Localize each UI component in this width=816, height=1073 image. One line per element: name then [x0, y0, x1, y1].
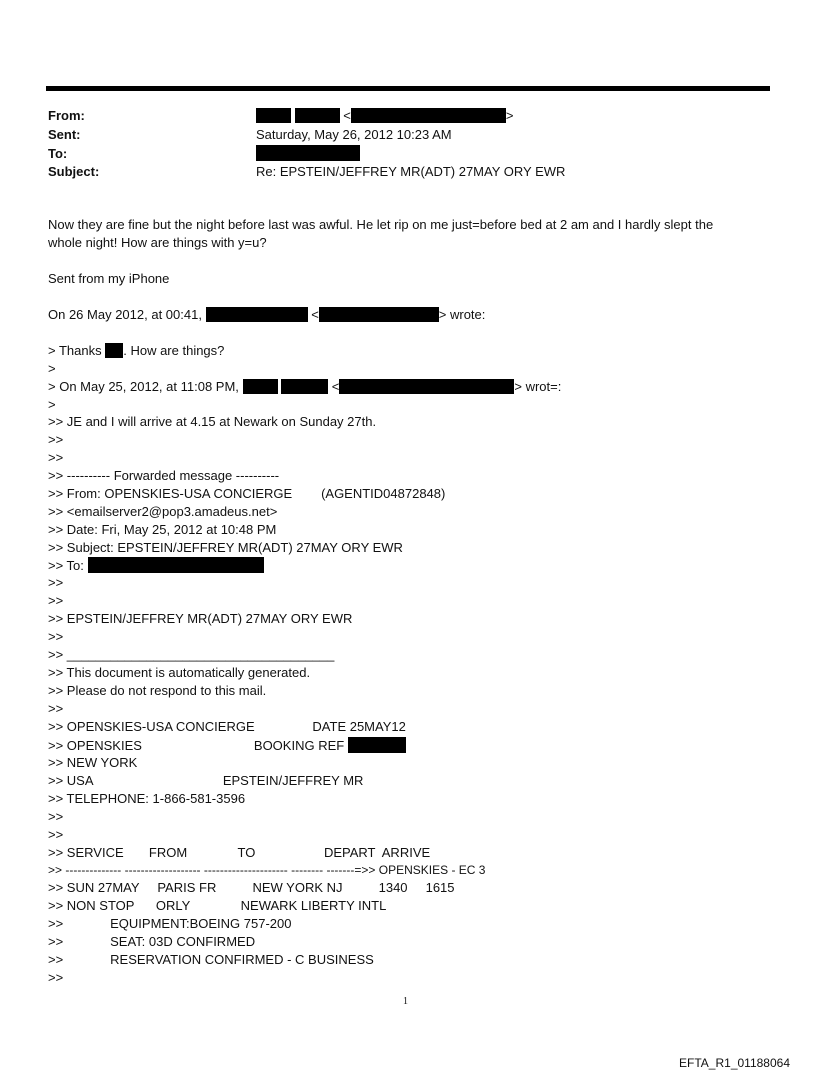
redaction [243, 379, 278, 394]
quoted-line: > [48, 361, 56, 376]
quoted-line: >> Subject: EPSTEIN/JEFFREY MR(ADT) 27MAY ORY EWR [48, 540, 403, 555]
quoted-line: >> [48, 432, 64, 447]
redaction [105, 343, 123, 358]
quoted-line: >> From: OPENSKIES-USA CONCIERGE (AGENTID04872848) [48, 486, 446, 501]
redaction [351, 108, 506, 123]
header-rule [46, 86, 770, 91]
quoted-line: >> [48, 593, 64, 608]
quoted-line: >> OPENSKIES BOOKING REF [48, 737, 406, 754]
redaction [88, 557, 264, 573]
quoted-line: >> NON STOP ORLY NEWARK LIBERTY INTL [48, 898, 387, 913]
quoted-line: >> [48, 827, 64, 842]
redaction [295, 108, 340, 123]
quoted-line: >> [48, 575, 64, 590]
redaction [256, 145, 360, 161]
from-label: From: [48, 108, 85, 123]
quoted-line: >> Date: Fri, May 25, 2012 at 10:48 PM [48, 522, 277, 537]
quoted-line: > [48, 397, 56, 412]
quoted-line: >> [48, 629, 64, 644]
body-text: Now they are fine but the night before last was awful. He let rip on me just=before bed at 2 am and I hardly slept the [48, 217, 714, 232]
redaction [339, 379, 514, 394]
quoted-line: >> SERVICE FROM TO DEPART ARRIVE [48, 845, 431, 860]
subject-label: Subject: [48, 164, 100, 179]
quoted-line: >> -------------- ------------------- --------------------- -------- -------=>> OPENSKIES - EC 3 [48, 863, 486, 877]
quoted-line: >> This document is automatically generated. [48, 665, 311, 680]
quoted-line: >> JE and I will arrive at 4.15 at Newark on Sunday 27th. [48, 414, 377, 429]
quoted-line: >> ---------- Forwarded message ---------- [48, 468, 280, 483]
quoted-line: >> [48, 970, 64, 985]
redaction [319, 307, 439, 322]
quoted-line: >> EQUIPMENT:BOEING 757-200 [48, 916, 292, 931]
quoted-line: > On May 25, 2012, at 11:08 PM, < > wrot=: [48, 379, 562, 394]
sent-label: Sent: [48, 127, 81, 142]
quoted-line: >> [48, 450, 64, 465]
quoted-line: >> RESERVATION CONFIRMED - C BUSINESS [48, 952, 374, 967]
redaction [348, 737, 406, 753]
quoted-line: > Thanks . How are things? [48, 343, 225, 358]
to-value [256, 145, 360, 161]
page-number: 1 [403, 996, 408, 1007]
quoted-line: >> Please do not respond to this mail. [48, 683, 267, 698]
signature: Sent from my iPhone [48, 271, 170, 286]
quoted-line: >> _____________________________________ [48, 647, 335, 662]
quote-intro: On 26 May 2012, at 00:41, < > wrote: [48, 307, 486, 322]
redaction [256, 108, 291, 123]
quoted-line: >> TELEPHONE: 1-866-581-3596 [48, 791, 246, 806]
body-text: whole night! How are things with y=u? [48, 235, 267, 250]
quoted-line: >> NEW YORK [48, 755, 138, 770]
quoted-line: >> SEAT: 03D CONFIRMED [48, 934, 256, 949]
from-value: < > [256, 108, 513, 123]
redaction [206, 307, 308, 322]
quoted-line: >> OPENSKIES-USA CONCIERGE DATE 25MAY12 [48, 719, 406, 734]
quoted-line: >> EPSTEIN/JEFFREY MR(ADT) 27MAY ORY EWR [48, 611, 353, 626]
redaction [281, 379, 328, 394]
to-label: To: [48, 146, 68, 161]
quoted-line: >> <emailserver2@pop3.amadeus.net> [48, 504, 278, 519]
quoted-line: >> USA EPSTEIN/JEFFREY MR [48, 773, 364, 788]
subject-value: Re: EPSTEIN/JEFFREY MR(ADT) 27MAY ORY EWR [256, 164, 566, 179]
document-id: EFTA_R1_01188064 [679, 1056, 790, 1070]
quoted-line: >> [48, 809, 64, 824]
quoted-line: >> To: [48, 557, 264, 574]
quoted-line: >> [48, 701, 64, 716]
quoted-line: >> SUN 27MAY PARIS FR NEW YORK NJ 1340 1615 [48, 880, 455, 895]
sent-value: Saturday, May 26, 2012 10:23 AM [256, 127, 452, 142]
